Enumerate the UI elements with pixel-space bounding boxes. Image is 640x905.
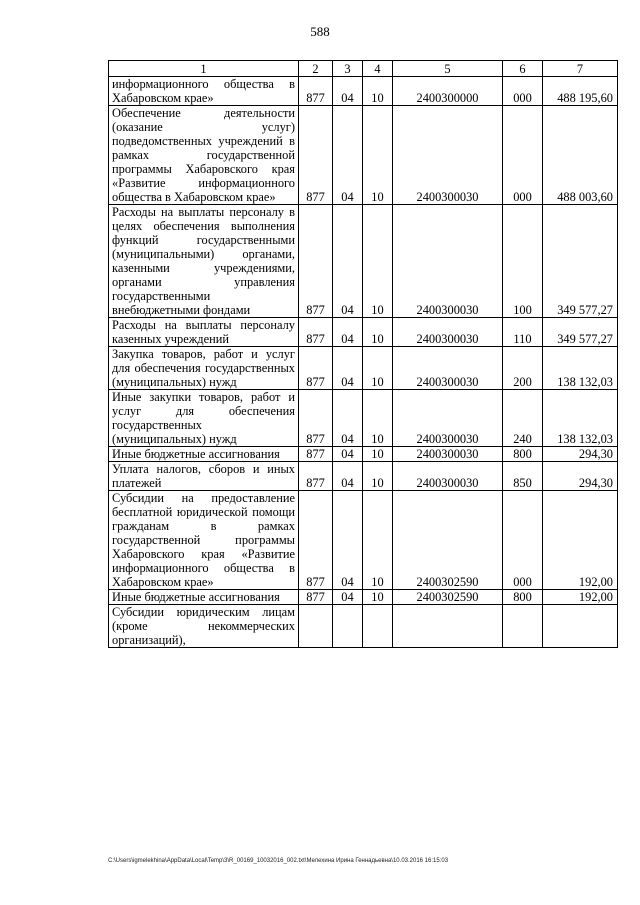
amount-cell: 349 577,27 xyxy=(543,205,618,318)
amount-cell: 138 132,03 xyxy=(543,347,618,390)
column-header: 5 xyxy=(393,61,503,77)
amount-cell: 192,00 xyxy=(543,590,618,605)
subsection-code-cell: 10 xyxy=(363,590,393,605)
ministry-code-cell: 877 xyxy=(299,205,333,318)
description-cell: Иные бюджетные ассигнования xyxy=(109,447,299,462)
page-number: 588 xyxy=(310,24,330,39)
table-row xyxy=(109,347,618,390)
target-item-code-cell: 2400300000 xyxy=(393,77,503,106)
table-row xyxy=(109,77,618,106)
expense-type-code-cell: 200 xyxy=(503,347,543,390)
amount-cell: 138 132,03 xyxy=(543,390,618,447)
target-item-code-cell: 2400302590 xyxy=(393,590,503,605)
expense-type-code-cell: 110 xyxy=(503,318,543,347)
section-code-cell: 04 xyxy=(333,462,363,491)
expense-type-code-cell: 240 xyxy=(503,390,543,447)
ministry-code-cell: 877 xyxy=(299,347,333,390)
table-row xyxy=(109,605,618,648)
target-item-code-cell: 2400300030 xyxy=(393,447,503,462)
expense-type-code-cell: 000 xyxy=(503,491,543,590)
ministry-code-cell: 877 xyxy=(299,106,333,205)
target-item-code-cell: 2400300030 xyxy=(393,462,503,491)
section-code-cell: 04 xyxy=(333,347,363,390)
file-path-footer: C:\Users\igmelekhina\AppData\Local\Temp\3\R_00169_10032016_002.txt\Мелехина Ирина Геннадьевна\10.03.2016 16:15:03 xyxy=(108,858,449,864)
expense-type-code-cell: 100 xyxy=(503,205,543,318)
budget-table xyxy=(108,60,618,648)
subsection-code-cell: 10 xyxy=(363,347,393,390)
target-item-code-cell: 2400300030 xyxy=(393,318,503,347)
amount-cell: 488 195,60 xyxy=(543,77,618,106)
description-cell: Обеспечение деятельности (оказание услуг) подведомственных учреждений в рамках государственной программы Хабаровского края «Развитие информационного общества в Хабаровском крае» xyxy=(109,106,299,205)
target-item-code-cell: 2400300030 xyxy=(393,347,503,390)
amount-cell: 294,30 xyxy=(543,447,618,462)
description-cell: Расходы на выплаты персоналу в целях обеспечения выполнения функций государственными (муниципальными) органами, казенными учреждениями, органами управления государственными внебюджетными фондами xyxy=(109,205,299,318)
target-item-code-cell: 2400300030 xyxy=(393,106,503,205)
description-cell: Закупка товаров, работ и услуг для обеспечения государственных (муниципальных) нужд xyxy=(109,347,299,390)
description-cell: Уплата налогов, сборов и иных платежей xyxy=(109,462,299,491)
expense-type-code-cell: 800 xyxy=(503,447,543,462)
column-header: 1 xyxy=(109,61,299,77)
ministry-code-cell: 877 xyxy=(299,491,333,590)
target-item-code-cell xyxy=(393,605,503,648)
expense-type-code-cell: 000 xyxy=(503,77,543,106)
column-header: 4 xyxy=(363,61,393,77)
ministry-code-cell: 877 xyxy=(299,447,333,462)
table-row xyxy=(109,590,618,605)
amount-cell: 192,00 xyxy=(543,491,618,590)
expense-type-code-cell xyxy=(503,605,543,648)
section-code-cell: 04 xyxy=(333,390,363,447)
table-row xyxy=(109,106,618,205)
table-row xyxy=(109,462,618,491)
table-row xyxy=(109,491,618,590)
subsection-code-cell xyxy=(363,605,393,648)
target-item-code-cell: 2400300030 xyxy=(393,390,503,447)
subsection-code-cell: 10 xyxy=(363,462,393,491)
description-cell: Расходы на выплаты персоналу казенных учреждений xyxy=(109,318,299,347)
subsection-code-cell: 10 xyxy=(363,106,393,205)
expense-type-code-cell: 850 xyxy=(503,462,543,491)
section-code-cell: 04 xyxy=(333,205,363,318)
amount-cell xyxy=(543,605,618,648)
ministry-code-cell: 877 xyxy=(299,390,333,447)
subsection-code-cell: 10 xyxy=(363,491,393,590)
subsection-code-cell: 10 xyxy=(363,318,393,347)
table-row xyxy=(109,318,618,347)
column-header: 3 xyxy=(333,61,363,77)
section-code-cell: 04 xyxy=(333,447,363,462)
header-row xyxy=(109,61,618,77)
section-code-cell: 04 xyxy=(333,77,363,106)
table-row xyxy=(109,447,618,462)
amount-cell: 294,30 xyxy=(543,462,618,491)
expense-type-code-cell: 800 xyxy=(503,590,543,605)
ministry-code-cell: 877 xyxy=(299,77,333,106)
column-header: 2 xyxy=(299,61,333,77)
section-code-cell: 04 xyxy=(333,491,363,590)
ministry-code-cell: 877 xyxy=(299,590,333,605)
table-row xyxy=(109,390,618,447)
description-cell: Иные закупки товаров, работ и услуг для обеспечения государственных (муниципальных) нужд xyxy=(109,390,299,447)
ministry-code-cell xyxy=(299,605,333,648)
section-code-cell: 04 xyxy=(333,318,363,347)
amount-cell: 488 003,60 xyxy=(543,106,618,205)
column-header: 6 xyxy=(503,61,543,77)
subsection-code-cell: 10 xyxy=(363,447,393,462)
table-row xyxy=(109,205,618,318)
subsection-code-cell: 10 xyxy=(363,390,393,447)
section-code-cell xyxy=(333,605,363,648)
amount-cell: 349 577,27 xyxy=(543,318,618,347)
description-cell: Иные бюджетные ассигнования xyxy=(109,590,299,605)
ministry-code-cell: 877 xyxy=(299,318,333,347)
column-header: 7 xyxy=(543,61,618,77)
expense-type-code-cell: 000 xyxy=(503,106,543,205)
subsection-code-cell: 10 xyxy=(363,205,393,318)
ministry-code-cell: 877 xyxy=(299,462,333,491)
description-cell: Субсидии на предоставление бесплатной юридической помощи гражданам в рамках государственной программы Хабаровского края «Развитие информационного общества в Хабаровском крае» xyxy=(109,491,299,590)
section-code-cell: 04 xyxy=(333,590,363,605)
subsection-code-cell: 10 xyxy=(363,77,393,106)
description-cell: информационного общества в Хабаровском крае» xyxy=(109,77,299,106)
target-item-code-cell: 2400300030 xyxy=(393,205,503,318)
target-item-code-cell: 2400302590 xyxy=(393,491,503,590)
description-cell: Субсидии юридическим лицам (кроме некоммерческих организаций), xyxy=(109,605,299,648)
section-code-cell: 04 xyxy=(333,106,363,205)
